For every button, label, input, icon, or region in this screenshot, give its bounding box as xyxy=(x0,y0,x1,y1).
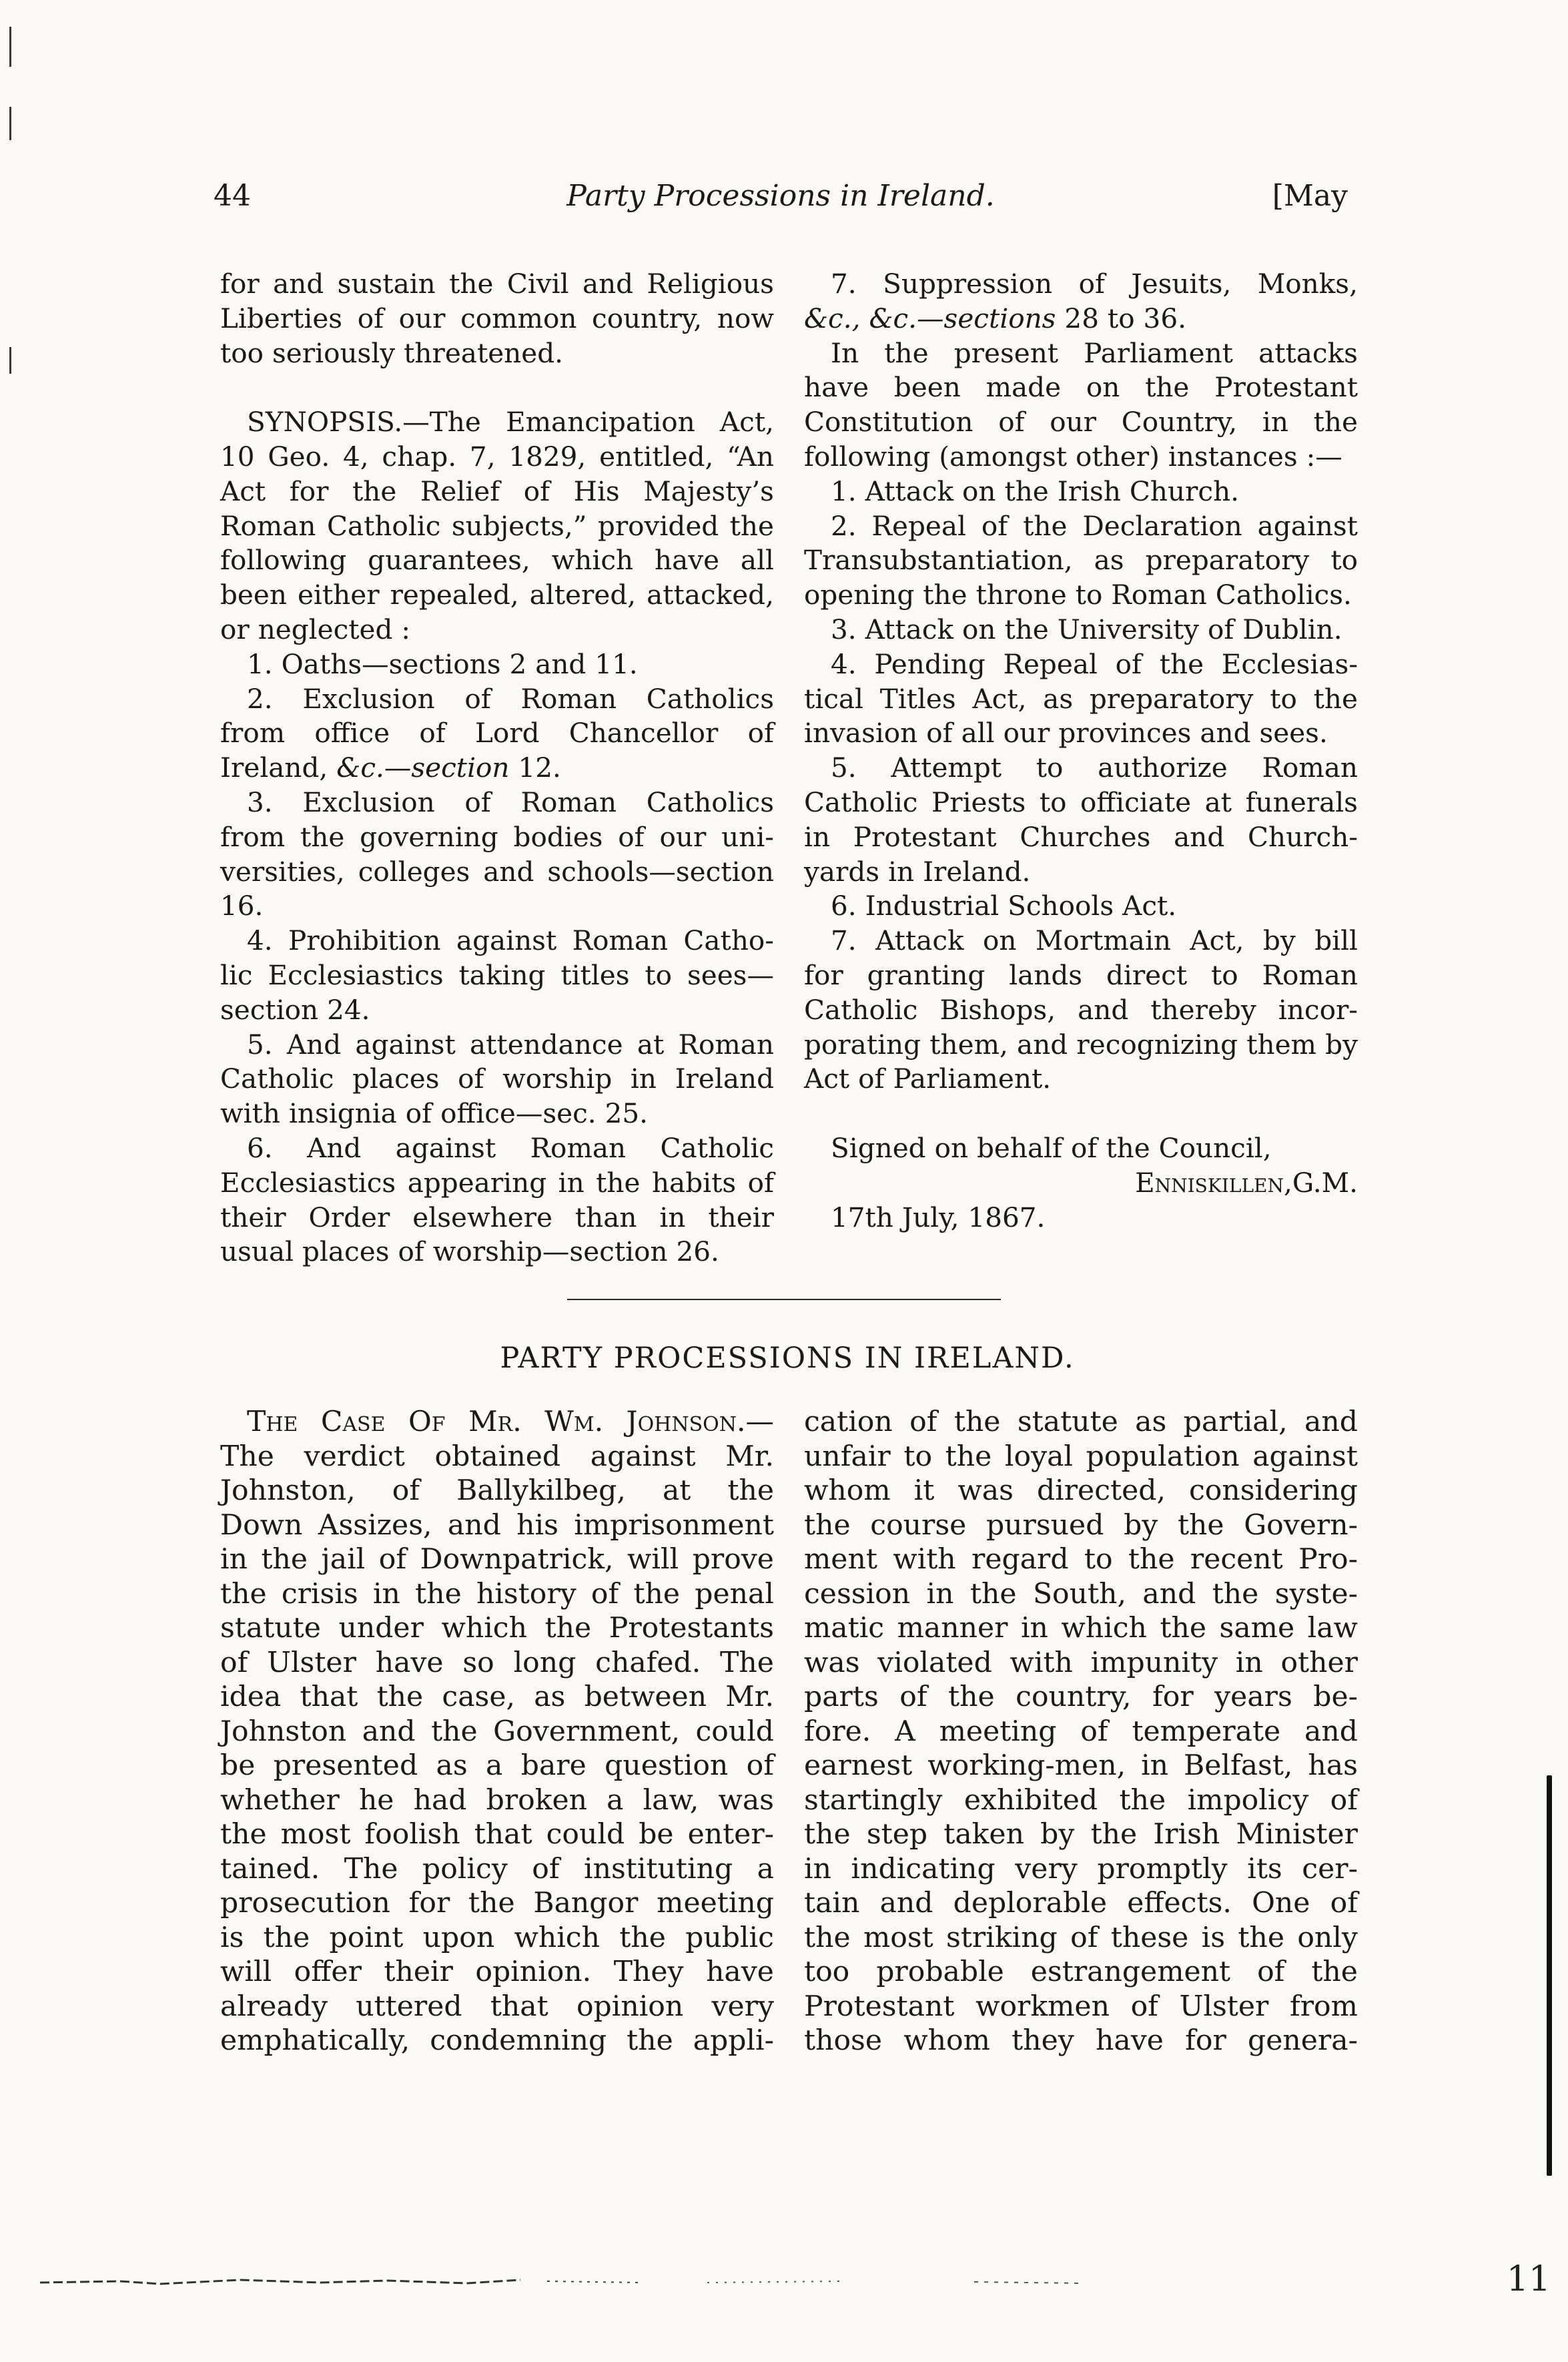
text-line: Down Assizes, and his imprisonment xyxy=(220,1508,774,1542)
text-line: parts of the country, for years be- xyxy=(804,1681,1358,1713)
text-line: 3. Attack on the University of Dublin. xyxy=(831,613,1342,645)
text-line: the course pursued by the Govern- xyxy=(804,1508,1358,1542)
text-line: statute under which the Protestants xyxy=(220,1612,774,1645)
text-line: usual places of worship—section 26. xyxy=(220,1235,719,1268)
section-heading: PARTY PROCESSIONS IN IRELAND. xyxy=(500,1342,1075,1375)
text-line xyxy=(220,370,774,405)
text-line: be presented as a bare question of xyxy=(220,1749,774,1782)
text-line: matic manner in which the same law xyxy=(804,1612,1358,1645)
running-title: Party Processions in Ireland. xyxy=(566,179,995,213)
left-column-bottom xyxy=(220,1405,774,2058)
text-line: 10 Geo. 4, chap. 7, 1829, entitled, “An xyxy=(220,440,774,473)
text-line: is the point upon which the public xyxy=(220,1921,774,1954)
text-line: &c., &c.—sections 28 to 36. xyxy=(804,302,1186,334)
text-line: tical Titles Act, as preparatory to the xyxy=(804,682,1358,715)
text-line: yards in Ireland. xyxy=(804,855,1031,888)
text-line: Johnston, of Ballykilbeg, at the xyxy=(220,1474,774,1507)
text-line: Protestant workmen of Ulster from xyxy=(804,1990,1358,2023)
text-line: Ireland, &c.—section 12. xyxy=(220,752,561,784)
text-line: with insignia of office—sec. 25. xyxy=(220,1097,649,1130)
text-line: or neglected : xyxy=(220,613,411,645)
section-separator-rule xyxy=(567,1299,1001,1300)
text-line: startingly exhibited the impolicy of xyxy=(804,1783,1358,1817)
text-line: The Case Of Mr. Wm. Johnson.— xyxy=(247,1406,774,1438)
running-month: [May xyxy=(1272,179,1348,213)
text-line: 17th July, 1867. xyxy=(831,1201,1046,1233)
text-line: the most foolish that could be enter- xyxy=(220,1818,774,1851)
text-line: 4. Prohibition against Roman Catho- xyxy=(247,924,774,957)
text-line: porating them, and recognizing them by xyxy=(804,1028,1358,1061)
text-line: have been made on the Protestant xyxy=(804,371,1358,404)
text-line: emphatically, condemning the appli- xyxy=(220,2024,774,2057)
text-line: idea that the case, as between Mr. xyxy=(220,1681,774,1713)
text-line: 6. Industrial Schools Act. xyxy=(831,890,1177,922)
text-line: will offer their opinion. They have xyxy=(220,1956,774,1988)
text-line: Liberties of our common country, now xyxy=(220,302,774,334)
text-line: 1. Oaths—sections 2 and 11. xyxy=(247,647,638,680)
text-line: The verdict obtained against Mr. xyxy=(220,1440,774,1473)
text-line: Act for the Relief of His Majesty’s xyxy=(220,475,774,507)
text-line: 6. And against Roman Catholic xyxy=(247,1131,774,1164)
text-line: Transubstantiation, as preparatory to xyxy=(804,544,1358,577)
text-line: 2. Exclusion of Roman Catholics xyxy=(247,682,774,715)
text-line: from the governing bodies of our uni- xyxy=(220,820,774,853)
text-line: too seriously threatened. xyxy=(220,336,564,369)
scan-edge-mark xyxy=(9,27,11,67)
text-line: for granting lands direct to Roman xyxy=(804,958,1358,991)
text-line: 5. And against attendance at Roman xyxy=(247,1028,774,1061)
text-line: Act of Parliament. xyxy=(804,1063,1052,1095)
text-line: following (amongst other) instances :— xyxy=(804,440,1342,473)
text-line: in Protestant Churches and Church- xyxy=(804,820,1358,853)
text-line: in the jail of Downpatrick, will prove xyxy=(220,1543,774,1576)
text-line: Constitution of our Country, in the xyxy=(804,406,1358,438)
text-line: invasion of all our provinces and sees. xyxy=(804,717,1328,750)
text-line: 1. Attack on the Irish Church. xyxy=(831,475,1240,507)
text-line: Enniskillen, G.M. xyxy=(1135,1166,1358,1199)
text-line: too probable estrangement of the xyxy=(804,1956,1358,1988)
text-line: lic Ecclesiastics taking titles to sees— xyxy=(220,958,774,991)
left-column-top xyxy=(220,267,774,1269)
text-line: Roman Catholic subjects,” provided the xyxy=(220,509,774,542)
text-line xyxy=(804,1097,1358,1131)
text-line: those whom they have for genera- xyxy=(804,2024,1358,2057)
text-line: tained. The policy of instituting a xyxy=(220,1852,774,1885)
right-column-bottom xyxy=(804,1405,1358,2058)
text-line: tain and deplorable effects. One of xyxy=(804,1887,1358,1920)
text-line: whether he had broken a law, was xyxy=(220,1783,774,1817)
text-line: 7. Attack on Mortmain Act, by bill xyxy=(831,924,1358,957)
text-line: cession in the South, and the syste- xyxy=(804,1577,1358,1610)
text-line: versities, colleges and schools—section xyxy=(220,855,774,888)
right-column-top xyxy=(804,267,1358,1235)
text-line: earnest working-men, in Belfast, has xyxy=(804,1749,1358,1782)
text-line: Catholic Bishops, and thereby incor- xyxy=(804,993,1358,1026)
text-line: 4. Pending Repeal of the Ecclesias- xyxy=(831,647,1358,680)
text-line: the crisis in the history of the penal xyxy=(220,1577,774,1610)
scan-edge-mark xyxy=(9,107,11,140)
text-line: for and sustain the Civil and Religious xyxy=(220,268,774,300)
text-line: their Order elsewhere than in their xyxy=(220,1201,774,1233)
text-line: 7. Suppression of Jesuits, Monks, xyxy=(831,268,1358,300)
margin-ink-bar xyxy=(1547,1775,1552,2176)
running-header xyxy=(214,179,1348,219)
text-line: the most striking of these is the only xyxy=(804,1921,1358,1954)
text-line: been either repealed, altered, attacked, xyxy=(220,579,774,611)
text-line: the step taken by the Irish Minister xyxy=(804,1818,1358,1851)
bottom-scan-noise xyxy=(40,2268,1375,2295)
text-line: 3. Exclusion of Roman Catholics xyxy=(247,786,774,818)
text-line: SYNOPSIS.—The Emancipation Act, xyxy=(247,406,774,438)
scan-edge-mark xyxy=(9,347,11,374)
text-line: unfair to the loyal population against xyxy=(804,1440,1358,1473)
text-line: from office of Lord Chancellor of xyxy=(220,717,774,750)
text-line: opening the throne to Roman Catholics. xyxy=(804,579,1352,611)
text-line: whom it was directed, considering xyxy=(804,1474,1358,1507)
text-line: Catholic places of worship in Ireland xyxy=(220,1063,774,1095)
text-line: fore. A meeting of temperate and xyxy=(804,1715,1358,1748)
text-line: section 24. xyxy=(220,993,370,1026)
text-line: Johnston and the Government, could xyxy=(220,1715,774,1748)
page-number: 44 xyxy=(214,179,251,213)
text-line: ment with regard to the recent Pro- xyxy=(804,1543,1358,1576)
text-line: of Ulster have so long chafed. The xyxy=(220,1646,774,1679)
text-line: in indicating very promptly its cer- xyxy=(804,1852,1358,1885)
text-line: Ecclesiastics appearing in the habits of xyxy=(220,1166,774,1199)
text-line: In the present Parliament attacks xyxy=(831,336,1358,369)
text-line: Catholic Priests to officiate at funerals xyxy=(804,786,1358,818)
text-line: already uttered that opinion very xyxy=(220,1990,774,2023)
text-line: cation of the statute as partial, and xyxy=(804,1406,1358,1438)
text-line: was violated with impunity in other xyxy=(804,1646,1358,1679)
text-line: 2. Repeal of the Declaration against xyxy=(831,509,1358,542)
text-line: following guarantees, which have all xyxy=(220,544,774,577)
text-line: 5. Attempt to authorize Roman xyxy=(831,752,1358,784)
text-line: Signed on behalf of the Council, xyxy=(831,1131,1272,1164)
text-line: prosecution for the Bangor meeting xyxy=(220,1887,774,1920)
corner-mark: 11 xyxy=(1506,2259,1551,2299)
text-line: 16. xyxy=(220,890,264,922)
